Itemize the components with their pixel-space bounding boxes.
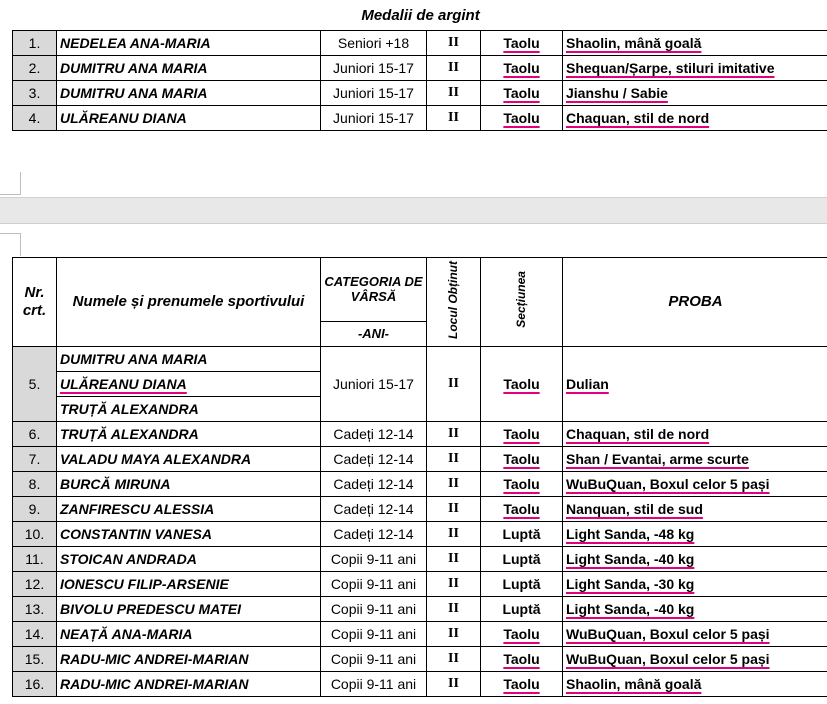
row-place: II xyxy=(427,672,481,697)
row-proba-text: WuBuQuan, Boxul celor 5 pași xyxy=(566,626,770,642)
row-category: Cadeți 12-14 xyxy=(321,422,427,447)
row-proba-text: Nanquan, stil de sud xyxy=(566,501,703,517)
row-place: II xyxy=(427,422,481,447)
row-proba xyxy=(563,497,827,522)
row-proba-text: Light Sanda, -40 kg xyxy=(566,551,695,567)
row-name: NEDELEA ANA-MARIA xyxy=(57,31,321,56)
row-nr: 8. xyxy=(13,472,57,497)
row-section: Luptă xyxy=(481,597,563,622)
row-section: Luptă xyxy=(481,547,563,572)
row-name: STOICAN ANDRADA xyxy=(57,547,321,572)
row-nr: 5. xyxy=(13,347,57,422)
row-place: II xyxy=(427,597,481,622)
row-name: DUMITRU ANA MARIA xyxy=(57,347,321,372)
header-section xyxy=(481,258,563,347)
row-proba-text: Shequan/Șarpe, stiluri imitative xyxy=(566,60,775,76)
row-proba xyxy=(563,31,827,56)
row-section-text: Taolu xyxy=(503,426,540,442)
row-nr: 13. xyxy=(13,597,57,622)
row-place: II xyxy=(427,497,481,522)
row-proba-text: Light Sanda, -48 kg xyxy=(566,526,695,542)
table-row xyxy=(13,422,827,447)
table-row xyxy=(13,56,827,81)
row-category: Copii 9-11 ani xyxy=(321,572,427,597)
row-place: II xyxy=(427,547,481,572)
row-place: II xyxy=(427,106,481,131)
table-row xyxy=(13,81,827,106)
row-section-text: Taolu xyxy=(503,676,540,692)
table-row xyxy=(13,547,827,572)
row-section xyxy=(481,347,563,422)
row-category: Cadeți 12-14 xyxy=(321,497,427,522)
row-proba xyxy=(563,597,827,622)
row-category: Juniori 15-17 xyxy=(321,106,427,131)
row-name: DUMITRU ANA MARIA xyxy=(57,56,321,81)
row-proba xyxy=(563,572,827,597)
row-place: II xyxy=(427,81,481,106)
row-section xyxy=(481,56,563,81)
row-section-text: Taolu xyxy=(503,60,540,76)
row-category: Copii 9-11 ani xyxy=(321,597,427,622)
row-name: VALADU MAYA ALEXANDRA xyxy=(57,447,321,472)
table-row xyxy=(13,622,827,647)
row-proba-text: Chaquan, stil de nord xyxy=(566,110,710,126)
row-place: II xyxy=(427,56,481,81)
row-category: Juniori 15-17 xyxy=(321,81,427,106)
row-section xyxy=(481,81,563,106)
row-nr: 3. xyxy=(13,81,57,106)
page-corner-mark xyxy=(0,172,21,195)
row-nr: 2. xyxy=(13,56,57,81)
row-proba-text: Shaolin, mână goală xyxy=(566,35,702,51)
table-row xyxy=(13,347,827,372)
row-proba xyxy=(563,347,827,422)
table-row xyxy=(13,647,827,672)
row-nr: 11. xyxy=(13,547,57,572)
row-category: Copii 9-11 ani xyxy=(321,647,427,672)
row-section-text: Taolu xyxy=(503,501,540,517)
row-nr: 15. xyxy=(13,647,57,672)
row-section-text: Taolu xyxy=(503,35,540,51)
row-proba-text: Jianshu / Sabie xyxy=(566,85,668,101)
row-place: II xyxy=(427,31,481,56)
row-section xyxy=(481,447,563,472)
header-place-label: Locul Obținut xyxy=(446,260,460,339)
row-name: TRUȚĂ ALEXANDRA xyxy=(57,397,321,422)
row-proba xyxy=(563,56,827,81)
row-section xyxy=(481,672,563,697)
row-section xyxy=(481,472,563,497)
row-section-text: Taolu xyxy=(503,476,540,492)
row-proba-text: Chaquan, stil de nord xyxy=(566,426,710,442)
row-proba-text: Light Sanda, -40 kg xyxy=(566,601,695,617)
row-category: Juniori 15-17 xyxy=(321,347,427,422)
header-category: CATEGORIA DE VÂRSĂ xyxy=(321,258,427,322)
row-name xyxy=(57,372,321,397)
section-title: Medalii de argint xyxy=(13,0,827,31)
row-proba xyxy=(563,447,827,472)
row-place: II xyxy=(427,447,481,472)
top-medals-table xyxy=(12,0,827,131)
row-section xyxy=(481,106,563,131)
row-section xyxy=(481,647,563,672)
row-nr: 14. xyxy=(13,622,57,647)
row-place: II xyxy=(427,647,481,672)
table-row xyxy=(13,597,827,622)
row-nr: 16. xyxy=(13,672,57,697)
row-name: DUMITRU ANA MARIA xyxy=(57,81,321,106)
row-section xyxy=(481,622,563,647)
row-name: ZANFIRESCU ALESSIA xyxy=(57,497,321,522)
row-place: II xyxy=(427,522,481,547)
row-proba xyxy=(563,422,827,447)
row-proba-text: WuBuQuan, Boxul celor 5 pași xyxy=(566,651,770,667)
table-row xyxy=(13,31,827,56)
row-category: Cadeți 12-14 xyxy=(321,447,427,472)
header-nr: Nr. crt. xyxy=(13,258,57,347)
row-section-text: Taolu xyxy=(503,85,540,101)
row-category: Seniori +18 xyxy=(321,31,427,56)
row-section-text: Taolu xyxy=(503,626,540,642)
row-proba xyxy=(563,622,827,647)
row-nr: 4. xyxy=(13,106,57,131)
row-category: Copii 9-11 ani xyxy=(321,672,427,697)
row-category: Copii 9-11 ani xyxy=(321,622,427,647)
row-section-text: Taolu xyxy=(503,376,540,392)
row-nr: 12. xyxy=(13,572,57,597)
row-proba-text: WuBuQuan, Boxul celor 5 pași xyxy=(566,476,770,492)
row-section: Luptă xyxy=(481,572,563,597)
row-place: II xyxy=(427,347,481,422)
row-proba-text: Shaolin, mână goală xyxy=(566,676,702,692)
row-category: Cadeți 12-14 xyxy=(321,522,427,547)
header-proba: PROBA xyxy=(563,258,827,347)
row-proba-text: Dulian xyxy=(566,376,609,392)
row-section xyxy=(481,497,563,522)
row-name: NEAȚĂ ANA-MARIA xyxy=(57,622,321,647)
row-name: IONESCU FILIP-ARSENIE xyxy=(57,572,321,597)
row-name: BIVOLU PREDESCU MATEI xyxy=(57,597,321,622)
header-place xyxy=(427,258,481,347)
page-break-gap xyxy=(0,197,827,224)
row-section xyxy=(481,31,563,56)
row-nr: 6. xyxy=(13,422,57,447)
row-nr: 9. xyxy=(13,497,57,522)
row-proba-text: Shan / Evantai, arme scurte xyxy=(566,451,749,467)
row-name: RADU-MIC ANDREI-MARIAN xyxy=(57,647,321,672)
row-place: II xyxy=(427,472,481,497)
row-place: II xyxy=(427,572,481,597)
row-proba xyxy=(563,106,827,131)
row-category: Copii 9-11 ani xyxy=(321,547,427,572)
header-category-sub: -ANI- xyxy=(321,321,427,346)
header-name: Numele și prenumele sportivului xyxy=(57,258,321,347)
row-section-text: Taolu xyxy=(503,451,540,467)
row-section-text: Taolu xyxy=(503,651,540,667)
row-nr: 7. xyxy=(13,447,57,472)
row-nr: 1. xyxy=(13,31,57,56)
row-proba xyxy=(563,647,827,672)
table-row xyxy=(13,472,827,497)
row-name-text: ULĂREANU DIANA xyxy=(60,376,187,392)
row-section: Luptă xyxy=(481,522,563,547)
row-name: TRUȚĂ ALEXANDRA xyxy=(57,422,321,447)
row-nr: 10. xyxy=(13,522,57,547)
table-row xyxy=(13,572,827,597)
row-category: Juniori 15-17 xyxy=(321,56,427,81)
row-name: ULĂREANU DIANA xyxy=(57,106,321,131)
table-header-row xyxy=(13,258,827,322)
row-name: BURCĂ MIRUNA xyxy=(57,472,321,497)
table-row xyxy=(13,497,827,522)
table-row xyxy=(13,672,827,697)
row-section xyxy=(481,422,563,447)
row-proba xyxy=(563,547,827,572)
row-proba xyxy=(563,472,827,497)
row-proba-text: Light Sanda, -30 kg xyxy=(566,576,695,592)
table-row xyxy=(13,522,827,547)
row-proba xyxy=(563,81,827,106)
page-corner-mark xyxy=(0,233,21,256)
row-name: RADU-MIC ANDREI-MARIAN xyxy=(57,672,321,697)
row-category: Cadeți 12-14 xyxy=(321,472,427,497)
row-section-text: Taolu xyxy=(503,110,540,126)
row-place: II xyxy=(427,622,481,647)
results-table xyxy=(12,257,827,697)
row-proba xyxy=(563,672,827,697)
header-section-label: Secțiunea xyxy=(514,271,528,328)
row-name: CONSTANTIN VANESA xyxy=(57,522,321,547)
row-proba xyxy=(563,522,827,547)
table-row xyxy=(13,447,827,472)
table-row xyxy=(13,106,827,131)
